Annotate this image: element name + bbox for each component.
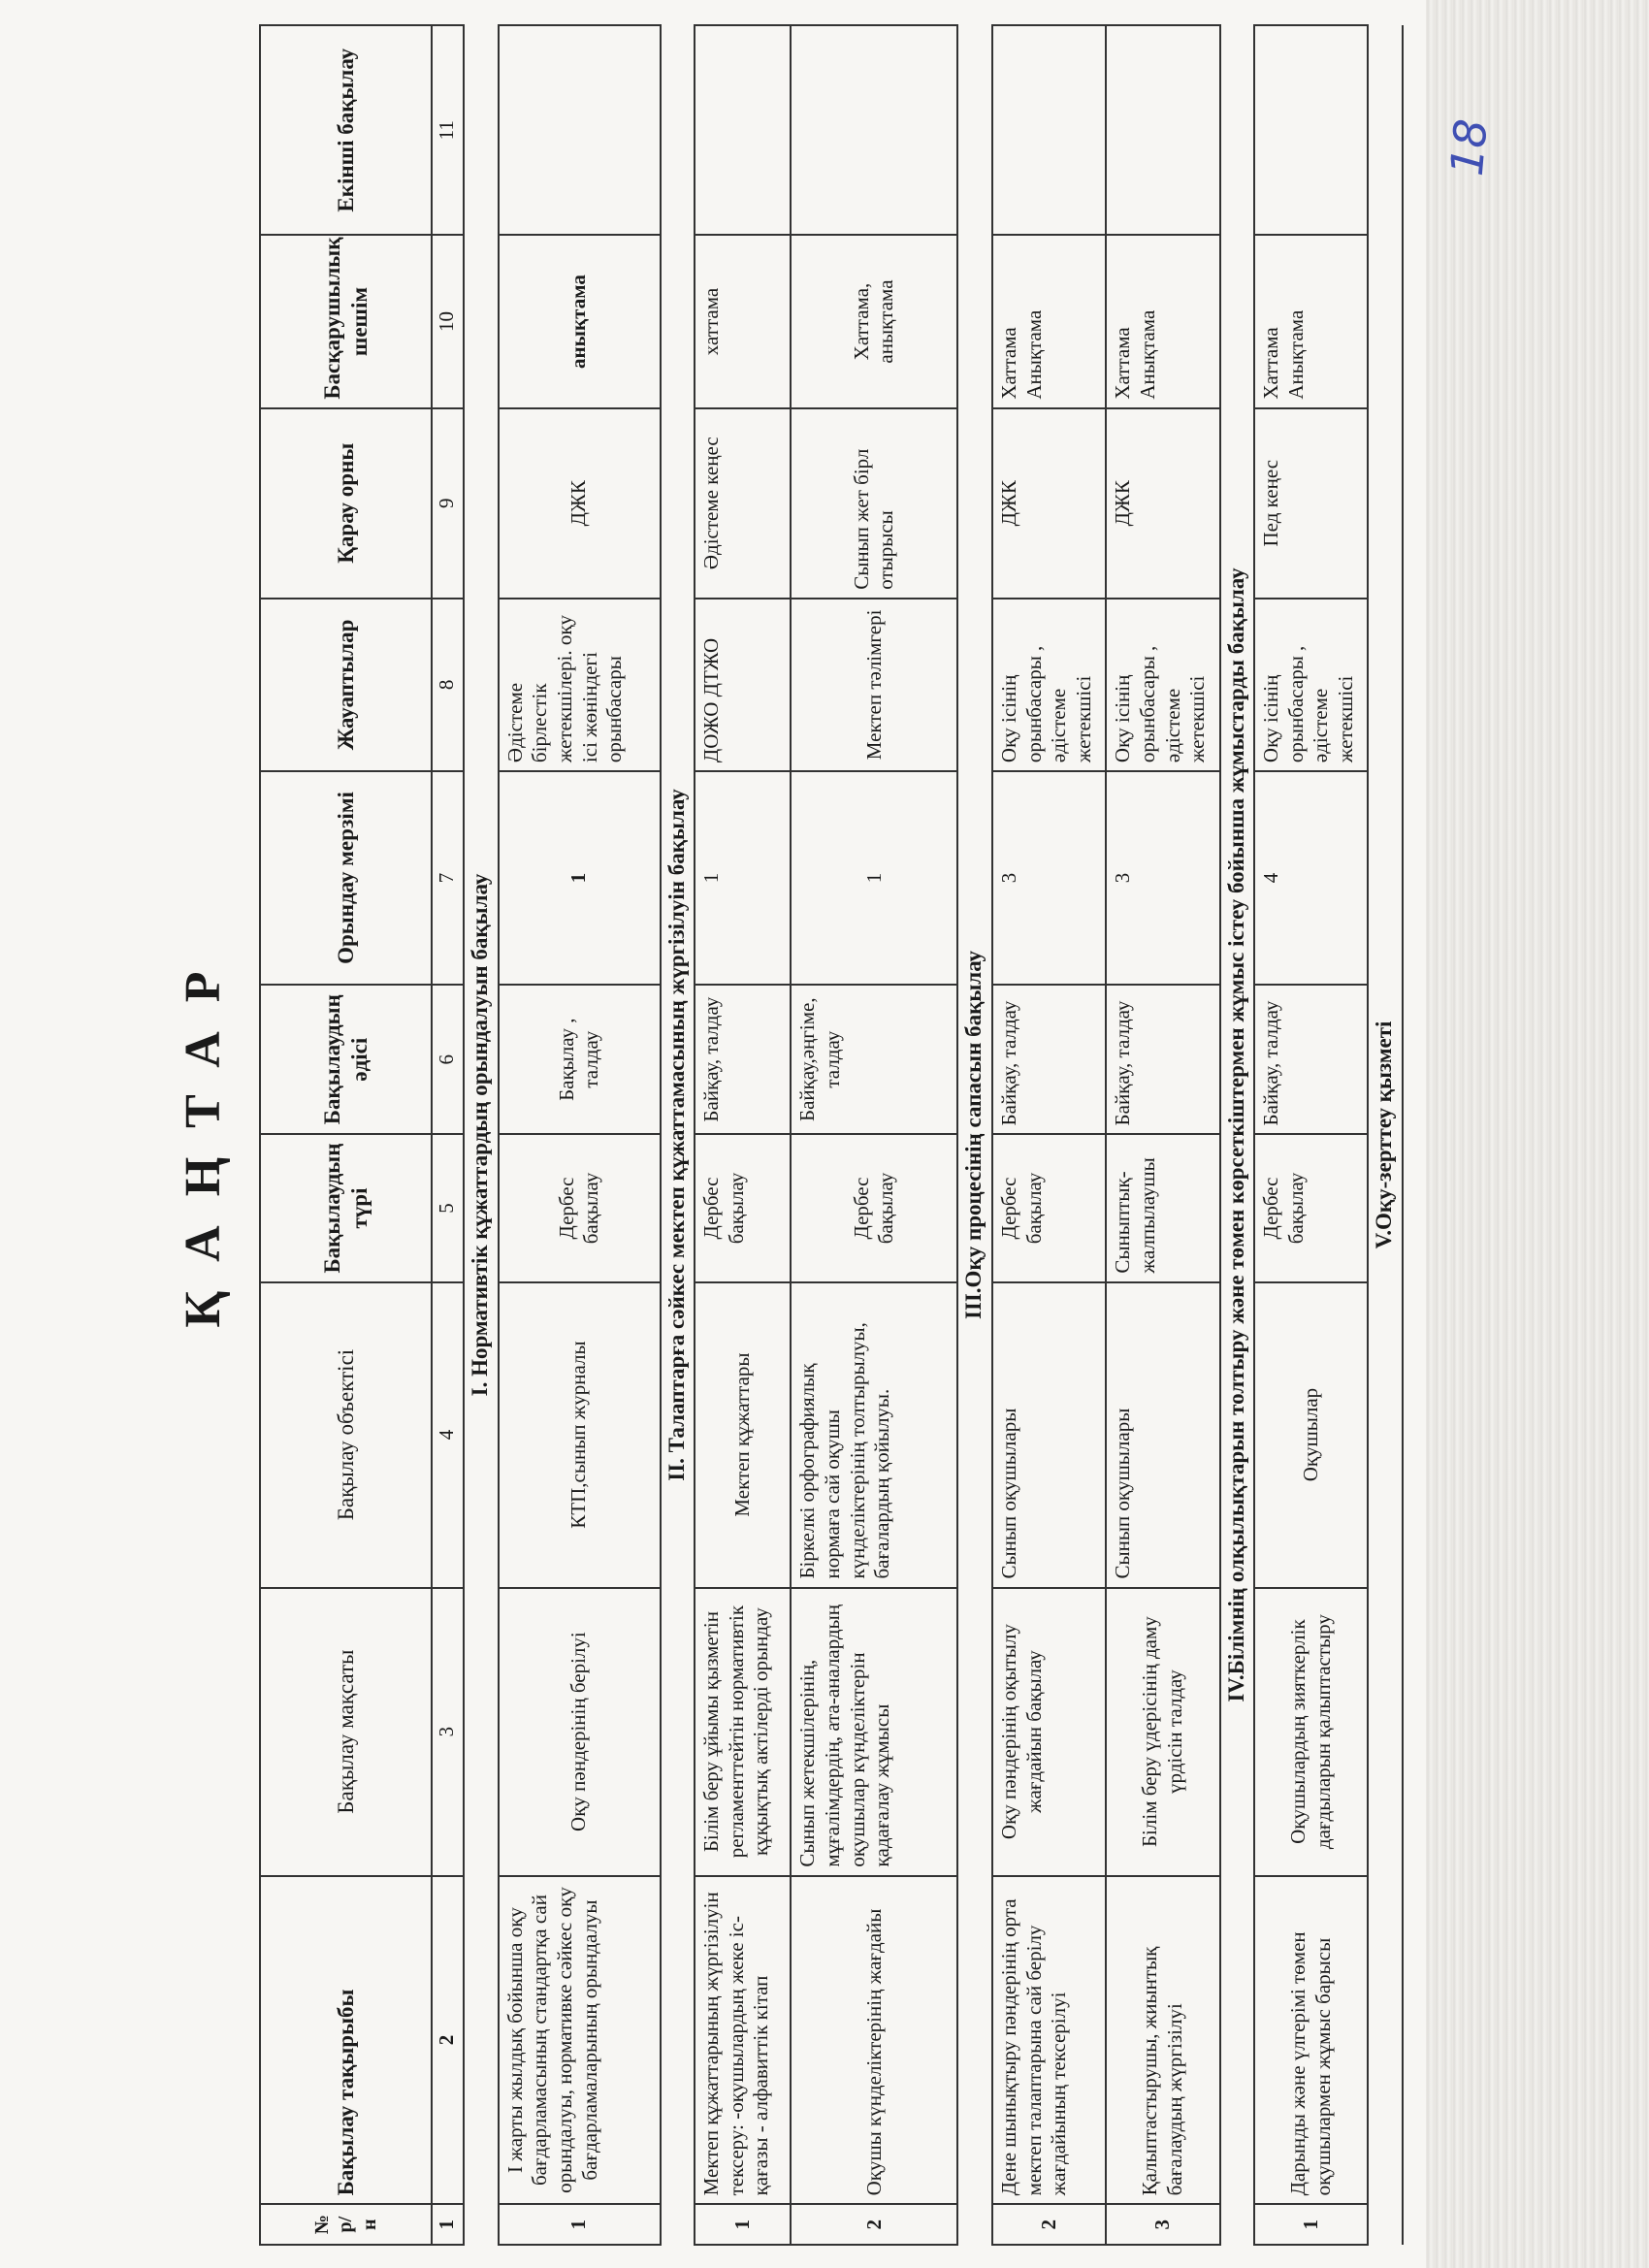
- table-row: [791, 25, 957, 2245]
- header-cell: Бақылау объектісі: [260, 1282, 432, 1588]
- cell-method: Байқау, талдау: [1254, 985, 1368, 1135]
- header-cell: Бақылау тақырыбы: [260, 1876, 432, 2205]
- cell-term: 1: [499, 771, 661, 985]
- cell-decision: Хаттама, анықтама: [791, 235, 957, 407]
- cell-second-control: [695, 25, 791, 235]
- cell-object: Оқушылар: [1254, 1282, 1368, 1588]
- cell-type: Дербес бақылау: [791, 1134, 957, 1281]
- cell-object: Сынып оқушылары: [1106, 1282, 1219, 1588]
- table-header-row: [260, 25, 432, 2245]
- cell-method: Байқау, талдау: [1106, 985, 1219, 1135]
- header-cell: Орындау мерзімі: [260, 771, 432, 985]
- cell-goal: Оқу пәндерінің оқытылу жағдайын бақылау: [992, 1588, 1106, 1876]
- cell-term: 3: [1106, 771, 1219, 985]
- header-cell: Бақылаудың түрі: [260, 1134, 432, 1281]
- header-cell: Бақылаудың әдісі: [260, 985, 432, 1135]
- cell-decision: Хаттама Анықтама: [1254, 235, 1368, 407]
- cell-place: Әдістеме кеңес: [695, 408, 791, 599]
- cell-term: 1: [695, 771, 791, 985]
- cell-topic: Мектеп құжаттарының жүргізілуін тексеру: -оқушылардың жеке іс- қағазы - алфавиттік кітап: [695, 1876, 791, 2205]
- section-title: V.Оқу-зерттеу қызметі: [1368, 25, 1403, 2245]
- cell-type: Дербес бақылау: [499, 1134, 661, 1281]
- section-title: І. Нормативтік құжаттардың орындалуын бақылау: [464, 25, 499, 2245]
- cell-goal: Оқу пәндерінің берілуі: [499, 1588, 661, 1876]
- cell-place: ДЖК: [1106, 408, 1219, 599]
- column-number-row: [432, 25, 464, 2245]
- cell-responsible: Оқу ісінің орынбасары , әдістеме жетекшісі: [1254, 599, 1368, 771]
- section-header-row: [464, 25, 499, 2245]
- column-number: 4: [432, 1282, 464, 1588]
- section-title: ІV.Білімнің олқылықтарын толтыру және төмен көрсеткіштермен жұмыс істеу бойынша жұмыстарды бақылау: [1220, 25, 1255, 2245]
- cell-place: ДЖК: [499, 408, 661, 599]
- column-number: 2: [432, 1876, 464, 2205]
- header-cell: № р/н: [260, 2204, 432, 2245]
- column-number: 8: [432, 599, 464, 771]
- cell-type: Дербес бақылау: [1254, 1134, 1368, 1281]
- cell-topic: Дене шынықтыру пәндерінің орта мектеп талаптарына сай берілу жағдайының тексерілуі: [992, 1876, 1106, 2205]
- cell-topic: Қалыптастырушы, жиынтық бағалаудың жүргізілуі: [1106, 1876, 1219, 2205]
- cell-place: Пед кеңес: [1254, 408, 1368, 599]
- cell-responsible: Оқу ісінің орынбасары , әдістеме жетекшісі: [992, 599, 1106, 771]
- table-row: [992, 25, 1106, 2245]
- column-number: 3: [432, 1588, 464, 1876]
- cell-topic: Оқушы күнделіктерінің жағдайы: [791, 1876, 957, 2205]
- header-cell: Бақылау мақсаты: [260, 1588, 432, 1876]
- cell-object: Мектеп құжаттары: [695, 1282, 791, 1588]
- row-number: 1: [499, 2204, 661, 2245]
- section-title: ІІІ.Оқу процесінің сапасын бақылау: [957, 25, 992, 2245]
- column-number: 11: [432, 25, 464, 235]
- cell-responsible: Оқу ісінің орынбасары , әдістеме жетекшісі: [1106, 599, 1219, 771]
- table-row: [1254, 25, 1368, 2245]
- row-number: 1: [1254, 2204, 1368, 2245]
- cell-object: КТП,сынып журналы: [499, 1282, 661, 1588]
- cell-second-control: [1106, 25, 1219, 235]
- cell-method: Байқау, талдау: [992, 985, 1106, 1135]
- cell-second-control: [992, 25, 1106, 235]
- column-number: 10: [432, 235, 464, 407]
- column-number: 7: [432, 771, 464, 985]
- cell-goal: Оқушылардың зияткерлік дағдыларын қалыптастыру: [1254, 1588, 1368, 1876]
- section-header-row: [957, 25, 992, 2245]
- cell-decision: Хаттама Анықтама: [1106, 235, 1219, 407]
- cell-method: Бақылау , талдау: [499, 985, 661, 1135]
- header-cell: Екінші бақылау: [260, 25, 432, 235]
- scan-edge-shading: [1426, 0, 1649, 2268]
- section-header-row: [661, 25, 695, 2245]
- section-title: ІІ. Талаптарға сәйкес мектеп құжаттамасының жүргізілуін бақылау: [661, 25, 695, 2245]
- column-number: 5: [432, 1134, 464, 1281]
- cell-responsible: Әдістеме бірлестік жетекшілері. оқу ісі жөніндегі орынбасары: [499, 599, 661, 771]
- table-row: [1106, 25, 1219, 2245]
- row-number: 3: [1106, 2204, 1219, 2245]
- cell-topic: Дарынды және үлгерімі төмен оқушылармен жұмыс барысы: [1254, 1876, 1368, 2205]
- control-plan-table: [259, 24, 1404, 2246]
- cell-type: Сыныптық-жалпылаушы: [1106, 1134, 1219, 1281]
- row-number: 2: [791, 2204, 957, 2245]
- handwritten-page-number: 18: [1439, 116, 1498, 178]
- column-number: 1: [432, 2204, 464, 2245]
- header-cell: Жауаптылар: [260, 599, 432, 771]
- row-number: 2: [992, 2204, 1106, 2245]
- cell-type: Дербес бақылау: [992, 1134, 1106, 1281]
- cell-term: 4: [1254, 771, 1368, 985]
- header-cell: Басқарушылық шешім: [260, 235, 432, 407]
- cell-decision: хаттама: [695, 235, 791, 407]
- cell-topic: І жарты жылдық бойынша оқу бағдарламасының стандартқа сай орындалуы, нормативке сәйкес оқу бағдарламаларының орындалуы: [499, 1876, 661, 2205]
- cell-object: Сынып оқушылары: [992, 1282, 1106, 1588]
- section-header-row: [1220, 25, 1255, 2245]
- cell-type: Дербес бақылау: [695, 1134, 791, 1281]
- cell-place: Сынып жет бірл отырысы: [791, 408, 957, 599]
- section-header-row: [1368, 25, 1403, 2245]
- rotated-document: [170, 24, 1416, 2246]
- cell-decision: Хаттама Анықтама: [992, 235, 1106, 407]
- column-number: 9: [432, 408, 464, 599]
- cell-responsible: ДОЖО ДТЖО: [695, 599, 791, 771]
- cell-goal: Сынып жетекшілерінің, мұғалімдердің, ата-аналардың оқушылар күнделіктерін қадағалау жұмысы: [791, 1588, 957, 1876]
- cell-term: 3: [992, 771, 1106, 985]
- cell-method: Байқау,әңгіме, талдау: [791, 985, 957, 1135]
- cell-method: Байқау, талдау: [695, 985, 791, 1135]
- cell-object: Біркелкі орфографиялық нормаға сай оқушы күнделіктерінің толтырылуы, бағалардың қойылуы.: [791, 1282, 957, 1588]
- table-row: [695, 25, 791, 2245]
- cell-decision: анықтама: [499, 235, 661, 407]
- column-number: 6: [432, 985, 464, 1135]
- cell-second-control: [791, 25, 957, 235]
- cell-place: ДЖК: [992, 408, 1106, 599]
- cell-second-control: [499, 25, 661, 235]
- cell-second-control: [1254, 25, 1368, 235]
- header-cell: Қарау орны: [260, 408, 432, 599]
- cell-term: 1: [791, 771, 957, 985]
- table-row: [499, 25, 661, 2245]
- cell-goal: Білім беру ұйымы қызметін регламенттейтін нормативтік құқықтық актілерді орындау: [695, 1588, 791, 1876]
- cell-goal: Білім беру үдерісінің даму үрдісін талдау: [1106, 1588, 1219, 1876]
- document-title: ҚАҢТАР: [176, 942, 231, 1328]
- row-number: 1: [695, 2204, 791, 2245]
- cell-responsible: Мектеп тәлімгері: [791, 599, 957, 771]
